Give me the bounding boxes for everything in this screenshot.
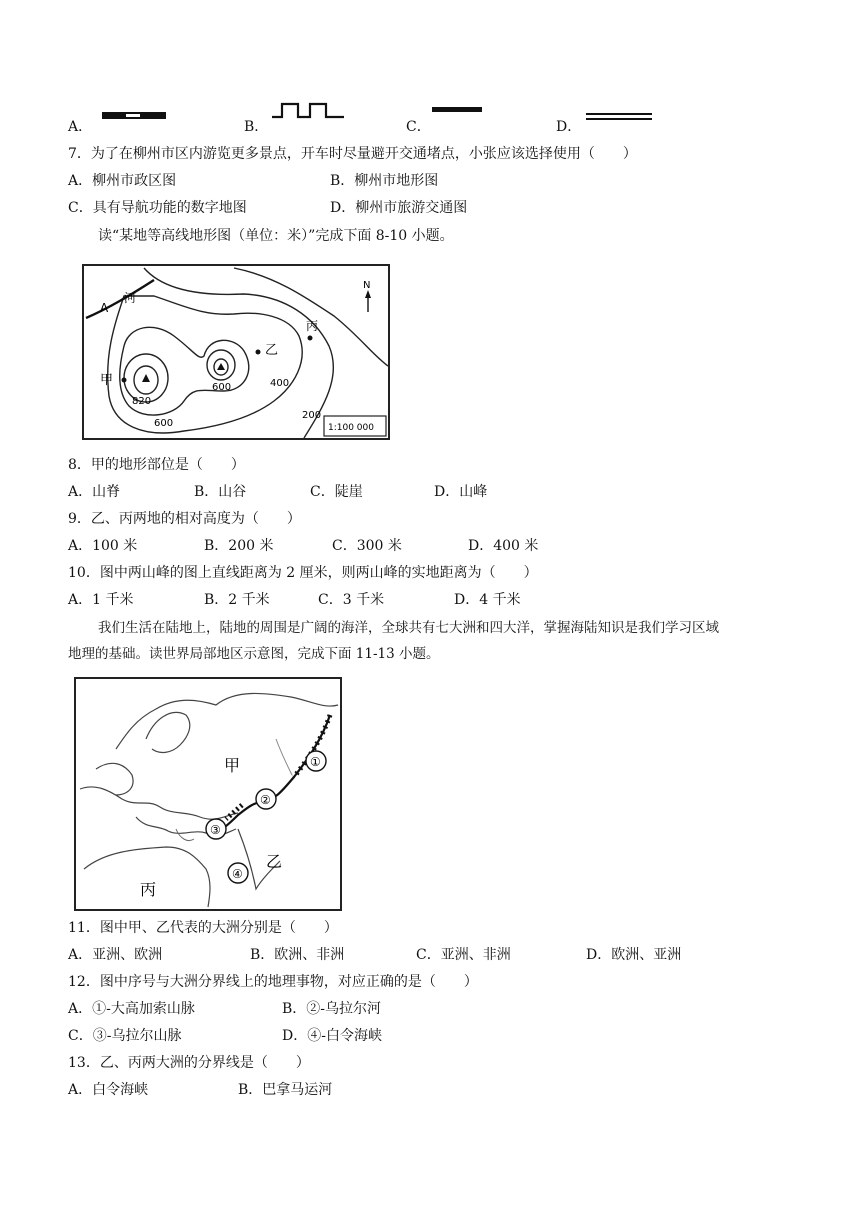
q11-option-b: B．欧洲、非洲	[250, 947, 345, 963]
q12-option-b: B．②-乌拉尔河	[282, 1001, 382, 1017]
q6-option-b-label: B．	[244, 119, 269, 135]
label-yi: 乙	[266, 852, 283, 871]
intro-8-10: 读“某地等高线地形图（单位：米）”完成下面 8-10 小题。	[98, 228, 454, 244]
q6-option-a-label: A．	[68, 119, 93, 135]
q6-option-c-label: C．	[406, 119, 431, 135]
q7-option-a: A．柳州市政区图	[68, 173, 177, 189]
q8-option-a: A．山脊	[68, 484, 121, 500]
q9-option-a: A．100 米	[68, 538, 138, 554]
q10-stem: 10．图中两山峰的图上直线距离为 2 厘米，则两山峰的实地距离为（ ）	[68, 565, 538, 581]
q12-option-c: C．③-乌拉尔山脉	[68, 1028, 182, 1044]
intro-11-13-line1: 我们生活在陆地上，陆地的周围是广阔的海洋，全球共有七大洲和四大洋，掌握海陆知识是我们学习区域	[98, 620, 719, 636]
label-num-2: ②	[260, 793, 271, 807]
q6-symbol-c	[430, 104, 486, 116]
q10-option-b: B．2 千米	[204, 592, 270, 608]
q10-option-c: C．3 千米	[318, 592, 385, 608]
label-river-a: A	[100, 301, 109, 315]
label-river: 河	[124, 291, 137, 305]
q6-symbol-a	[100, 108, 170, 124]
q6-symbol-d	[584, 110, 656, 124]
q13-option-a: A．白令海峡	[68, 1082, 149, 1098]
world-map-drawing	[76, 679, 340, 909]
label-contour-600a: 600	[212, 382, 232, 393]
q8-option-b: B．山谷	[194, 484, 247, 500]
q11-stem: 11．图中甲、乙代表的大洲分别是（ ）	[68, 920, 338, 936]
q11-option-a: A．亚洲、欧洲	[68, 947, 163, 963]
q9-option-b: B．200 米	[204, 538, 274, 554]
q6-option-d-label: D．	[556, 119, 582, 135]
q10-option-a: A．1 千米	[68, 592, 134, 608]
label-scale: 1:100 000	[328, 423, 374, 433]
q8-option-d: D．山峰	[434, 484, 488, 500]
q7-option-b: B．柳州市地形图	[330, 173, 439, 189]
world-map	[74, 677, 342, 911]
label-north: N	[363, 280, 371, 291]
q13-option-b: B．巴拿马运河	[238, 1082, 333, 1098]
q11-option-d: D．欧洲、亚洲	[586, 947, 682, 963]
label-num-1: ①	[310, 755, 321, 769]
q9-option-d: D．400 米	[468, 538, 539, 554]
contour-map	[82, 264, 390, 440]
intro-11-13-line2: 地理的基础。读世界局部地区示意图，完成下面 11-13 小题。	[68, 646, 440, 662]
q9-option-c: C．300 米	[332, 538, 402, 554]
q12-option-a: A．①-大高加索山脉	[68, 1001, 195, 1017]
contour-map-drawing	[84, 266, 388, 438]
label-contour-200: 200	[302, 410, 322, 421]
q7-option-c: C．具有导航功能的数字地图	[68, 200, 247, 216]
q8-stem: 8．甲的地形部位是（ ）	[68, 457, 245, 473]
q7-stem: 7．为了在柳州市区内游览更多景点，开车时尽量避开交通堵点，小张应该选择使用（ ）	[68, 146, 637, 162]
q12-option-d: D．④-白令海峡	[282, 1028, 382, 1044]
q8-option-c: C．陡崖	[310, 484, 363, 500]
label-yi: 乙	[265, 343, 279, 358]
label-bing: 丙	[306, 319, 319, 333]
q7-option-d: D．柳州市旅游交通图	[330, 200, 468, 216]
label-jia: 甲	[100, 373, 114, 388]
label-contour-600b: 600	[154, 418, 174, 429]
q13-stem: 13．乙、丙两大洲的分界线是（ ）	[68, 1055, 310, 1071]
q11-option-c: C．亚洲、非洲	[416, 947, 511, 963]
q6-symbol-b	[270, 100, 350, 122]
label-peak-820: 820	[132, 396, 152, 407]
q9-stem: 9．乙、丙两地的相对高度为（ ）	[68, 511, 301, 527]
label-num-4: ④	[232, 867, 243, 881]
label-num-3: ③	[210, 823, 221, 837]
q10-option-d: D．4 千米	[454, 592, 521, 608]
label-jia: 甲	[224, 756, 241, 775]
label-contour-400: 400	[270, 378, 290, 389]
q12-stem: 12．图中序号与大洲分界线上的地理事物，对应正确的是（ ）	[68, 974, 478, 990]
label-bing: 丙	[140, 880, 157, 899]
